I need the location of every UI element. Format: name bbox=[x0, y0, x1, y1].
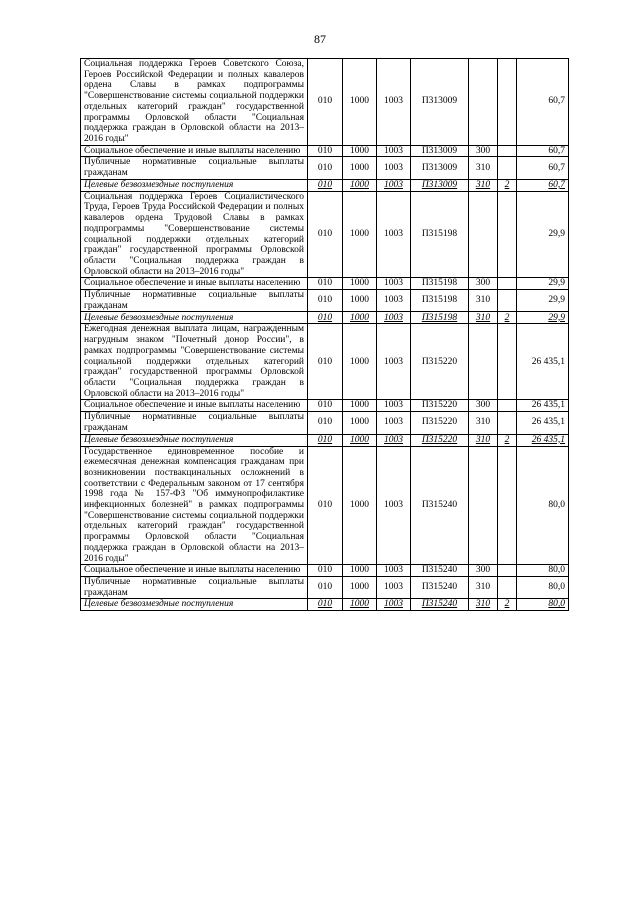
table-row bbox=[81, 145, 569, 157]
expense-type-cell bbox=[469, 191, 498, 278]
admin-code-cell: 010 bbox=[308, 145, 343, 157]
amount-cell: 29,9 bbox=[517, 191, 569, 278]
target-article-cell: П315240 bbox=[411, 576, 469, 598]
target-article-cell: П315220 bbox=[411, 400, 469, 412]
table-row bbox=[81, 599, 569, 611]
admin-code-cell: 010 bbox=[308, 290, 343, 312]
admin-code-cell: 010 bbox=[308, 400, 343, 412]
row-name-cell: Целевые безвозмездные поступления bbox=[81, 312, 308, 324]
row-name-cell: Государственное единовременное пособие и ежемесячная денежная компенсация гражданам при возникновении поствакцинальных осложнений в соответствии с Федеральным законом от 17 сентября 1998 года № 157-ФЗ "Об иммунопрофилактике инфекционных болезней" в рамках подпрограммы "Совершенствование системы социальной поддержки отдельных категорий граждан" государственной программы Орловской области "Социальная поддержка граждан в Орловской области на 2013–2016 годы" bbox=[81, 446, 308, 565]
source-code-cell bbox=[498, 278, 517, 290]
table-row bbox=[81, 400, 569, 412]
table-row bbox=[81, 412, 569, 434]
target-article-cell: П315240 bbox=[411, 599, 469, 611]
amount-cell: 80,0 bbox=[517, 446, 569, 565]
amount-cell: 29,9 bbox=[517, 278, 569, 290]
table-row bbox=[81, 446, 569, 565]
amount-cell: 29,9 bbox=[517, 290, 569, 312]
subsection-code-cell: 1003 bbox=[377, 599, 411, 611]
amount-cell: 80,0 bbox=[517, 599, 569, 611]
target-article-cell: П313009 bbox=[411, 157, 469, 179]
subsection-code-cell: 1003 bbox=[377, 145, 411, 157]
section-code-cell: 1000 bbox=[343, 145, 377, 157]
section-code-cell: 1000 bbox=[343, 324, 377, 400]
expense-type-cell: 310 bbox=[469, 157, 498, 179]
target-article-cell: П315240 bbox=[411, 565, 469, 577]
row-name-cell: Социальное обеспечение и иные выплаты населению bbox=[81, 278, 308, 290]
table-row bbox=[81, 434, 569, 446]
admin-code-cell: 010 bbox=[308, 576, 343, 598]
expense-type-cell: 310 bbox=[469, 576, 498, 598]
source-code-cell: 2 bbox=[498, 179, 517, 191]
admin-code-cell: 010 bbox=[308, 59, 343, 146]
amount-cell: 60,7 bbox=[517, 179, 569, 191]
expense-type-cell: 300 bbox=[469, 400, 498, 412]
admin-code-cell: 010 bbox=[308, 179, 343, 191]
subsection-code-cell: 1003 bbox=[377, 290, 411, 312]
table-row bbox=[81, 312, 569, 324]
target-article-cell: П315220 bbox=[411, 412, 469, 434]
source-code-cell: 2 bbox=[498, 434, 517, 446]
source-code-cell bbox=[498, 576, 517, 598]
expense-type-cell: 310 bbox=[469, 290, 498, 312]
row-name-cell: Публичные нормативные социальные выплаты гражданам bbox=[81, 290, 308, 312]
expense-type-cell: 310 bbox=[469, 434, 498, 446]
row-name-cell: Ежегодная денежная выплата лицам, награжденным нагрудным знаком "Почетный донор России", в рамках подпрограммы "Совершенствование системы социальной поддержки отдельных категорий граждан" государственной программы Орловской области "Социальная поддержка граждан в Орловской области на 2013–2016 годы" bbox=[81, 324, 308, 400]
table-row bbox=[81, 324, 569, 400]
subsection-code-cell: 1003 bbox=[377, 278, 411, 290]
amount-cell: 26 435,1 bbox=[517, 400, 569, 412]
admin-code-cell: 010 bbox=[308, 599, 343, 611]
target-article-cell: П315198 bbox=[411, 290, 469, 312]
section-code-cell: 1000 bbox=[343, 412, 377, 434]
budget-table bbox=[80, 58, 569, 611]
table-row bbox=[81, 565, 569, 577]
expense-type-cell: 300 bbox=[469, 278, 498, 290]
expense-type-cell: 310 bbox=[469, 312, 498, 324]
source-code-cell: 2 bbox=[498, 599, 517, 611]
amount-cell: 29,9 bbox=[517, 312, 569, 324]
admin-code-cell: 010 bbox=[308, 278, 343, 290]
table-row bbox=[81, 278, 569, 290]
row-name-cell: Социальное обеспечение и иные выплаты населению bbox=[81, 145, 308, 157]
source-code-cell bbox=[498, 157, 517, 179]
table-row bbox=[81, 59, 569, 146]
source-code-cell bbox=[498, 412, 517, 434]
subsection-code-cell: 1003 bbox=[377, 312, 411, 324]
row-name-cell: Социальная поддержка Героев Социалистического Труда, Героев Труда Российской Федерации и полных кавалеров ордена Трудовой Славы в рамках подпрограммы "Совершенствование системы социальной поддержки отдельных категорий граждан" государственной программы Орловской области "Социальная поддержка граждан в Орловской области на 2013–2016 годы" bbox=[81, 191, 308, 278]
budget-table-body bbox=[81, 59, 569, 611]
admin-code-cell: 010 bbox=[308, 446, 343, 565]
source-code-cell bbox=[498, 290, 517, 312]
source-code-cell bbox=[498, 59, 517, 146]
amount-cell: 80,0 bbox=[517, 576, 569, 598]
source-code-cell bbox=[498, 145, 517, 157]
admin-code-cell: 010 bbox=[308, 324, 343, 400]
source-code-cell: 2 bbox=[498, 312, 517, 324]
section-code-cell: 1000 bbox=[343, 565, 377, 577]
expense-type-cell: 310 bbox=[469, 412, 498, 434]
table-row bbox=[81, 191, 569, 278]
row-name-cell: Публичные нормативные социальные выплаты гражданам bbox=[81, 412, 308, 434]
amount-cell: 60,7 bbox=[517, 59, 569, 146]
admin-code-cell: 010 bbox=[308, 412, 343, 434]
source-code-cell bbox=[498, 565, 517, 577]
section-code-cell: 1000 bbox=[343, 576, 377, 598]
expense-type-cell: 310 bbox=[469, 599, 498, 611]
target-article-cell: П313009 bbox=[411, 59, 469, 146]
expense-type-cell: 300 bbox=[469, 565, 498, 577]
table-row bbox=[81, 290, 569, 312]
row-name-cell: Публичные нормативные социальные выплаты гражданам bbox=[81, 576, 308, 598]
admin-code-cell: 010 bbox=[308, 312, 343, 324]
table-row bbox=[81, 157, 569, 179]
row-name-cell: Целевые безвозмездные поступления bbox=[81, 599, 308, 611]
source-code-cell bbox=[498, 324, 517, 400]
table-row bbox=[81, 179, 569, 191]
amount-cell: 26 435,1 bbox=[517, 412, 569, 434]
section-code-cell: 1000 bbox=[343, 312, 377, 324]
subsection-code-cell: 1003 bbox=[377, 434, 411, 446]
amount-cell: 26 435,1 bbox=[517, 324, 569, 400]
admin-code-cell: 010 bbox=[308, 434, 343, 446]
expense-type-cell bbox=[469, 324, 498, 400]
subsection-code-cell: 1003 bbox=[377, 324, 411, 400]
subsection-code-cell: 1003 bbox=[377, 179, 411, 191]
section-code-cell: 1000 bbox=[343, 599, 377, 611]
admin-code-cell: 010 bbox=[308, 565, 343, 577]
row-name-cell: Целевые безвозмездные поступления bbox=[81, 434, 308, 446]
amount-cell: 60,7 bbox=[517, 145, 569, 157]
admin-code-cell: 010 bbox=[308, 157, 343, 179]
amount-cell: 26 435,1 bbox=[517, 434, 569, 446]
row-name-cell: Социальное обеспечение и иные выплаты населению bbox=[81, 400, 308, 412]
target-article-cell: П315240 bbox=[411, 446, 469, 565]
target-article-cell: П313009 bbox=[411, 145, 469, 157]
section-code-cell: 1000 bbox=[343, 157, 377, 179]
subsection-code-cell: 1003 bbox=[377, 157, 411, 179]
expense-type-cell: 310 bbox=[469, 179, 498, 191]
subsection-code-cell: 1003 bbox=[377, 400, 411, 412]
target-article-cell: П315220 bbox=[411, 434, 469, 446]
subsection-code-cell: 1003 bbox=[377, 59, 411, 146]
target-article-cell: П315198 bbox=[411, 278, 469, 290]
section-code-cell: 1000 bbox=[343, 290, 377, 312]
amount-cell: 60,7 bbox=[517, 157, 569, 179]
page-number: 87 bbox=[314, 32, 326, 46]
target-article-cell: П315220 bbox=[411, 324, 469, 400]
source-code-cell bbox=[498, 191, 517, 278]
target-article-cell: П313009 bbox=[411, 179, 469, 191]
section-code-cell: 1000 bbox=[343, 179, 377, 191]
amount-cell: 80,0 bbox=[517, 565, 569, 577]
expense-type-cell: 300 bbox=[469, 145, 498, 157]
section-code-cell: 1000 bbox=[343, 400, 377, 412]
expense-type-cell bbox=[469, 446, 498, 565]
subsection-code-cell: 1003 bbox=[377, 576, 411, 598]
subsection-code-cell: 1003 bbox=[377, 446, 411, 565]
section-code-cell: 1000 bbox=[343, 434, 377, 446]
admin-code-cell: 010 bbox=[308, 191, 343, 278]
target-article-cell: П315198 bbox=[411, 191, 469, 278]
expense-type-cell bbox=[469, 59, 498, 146]
table-row bbox=[81, 576, 569, 598]
subsection-code-cell: 1003 bbox=[377, 565, 411, 577]
row-name-cell: Социальное обеспечение и иные выплаты населению bbox=[81, 565, 308, 577]
row-name-cell: Публичные нормативные социальные выплаты гражданам bbox=[81, 157, 308, 179]
section-code-cell: 1000 bbox=[343, 191, 377, 278]
source-code-cell bbox=[498, 400, 517, 412]
section-code-cell: 1000 bbox=[343, 446, 377, 565]
target-article-cell: П315198 bbox=[411, 312, 469, 324]
subsection-code-cell: 1003 bbox=[377, 191, 411, 278]
section-code-cell: 1000 bbox=[343, 278, 377, 290]
section-code-cell: 1000 bbox=[343, 59, 377, 146]
row-name-cell: Социальная поддержка Героев Советского Союза, Героев Российской Федерации и полных кавалеров ордена Славы в рамках подпрограммы "Совершенствование системы социальной поддержки отдельных категорий граждан" государственной программы Орловской области "Социальная поддержка граждан в Орловской области на 2013–2016 годы" bbox=[81, 59, 308, 146]
row-name-cell: Целевые безвозмездные поступления bbox=[81, 179, 308, 191]
subsection-code-cell: 1003 bbox=[377, 412, 411, 434]
source-code-cell bbox=[498, 446, 517, 565]
